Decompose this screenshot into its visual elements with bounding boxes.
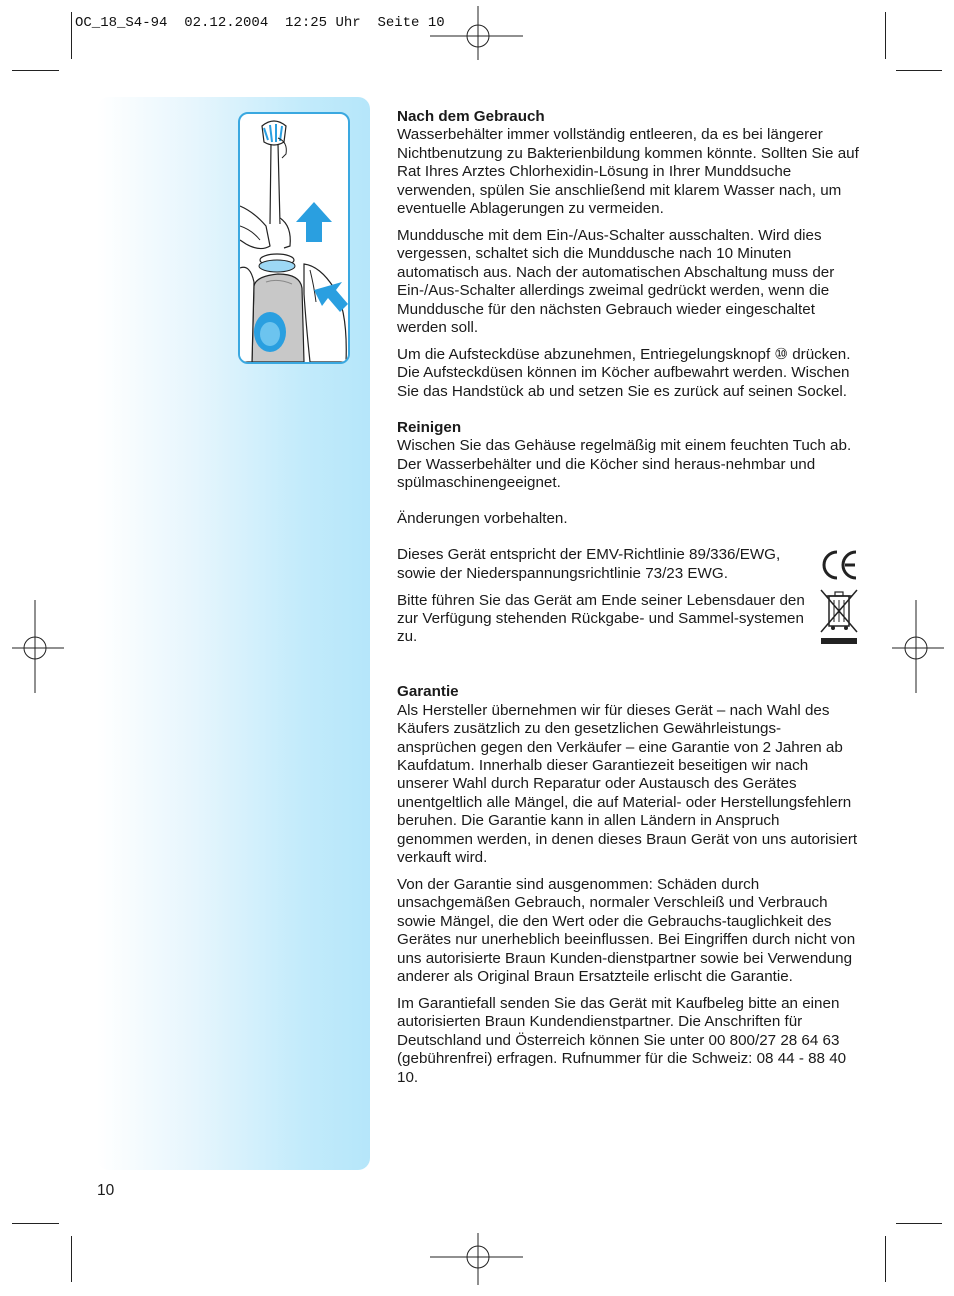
spacer — [397, 410, 859, 419]
spacer — [397, 655, 859, 683]
paragraph: Von der Garantie sind ausgenommen: Schäden durch unsachgemäßen Gebrauch, normaler Verschleiß und Verbrauch sowie Mängel, die den Wert oder die Gebrauchs-tauglichkeit des Gerätes nur unerheblich beeinflussen. Bei Eingriffen durch nicht von uns autorisierte Braun Kunden-dienstpartner sowie bei Verwendung anderer als Original Braun Ersatzteile erlischt die Garantie. — [397, 875, 856, 985]
crop-mark — [12, 1223, 59, 1224]
main-content — [397, 108, 859, 1096]
toothbrush-illustration — [240, 114, 348, 362]
section-garantie — [397, 683, 859, 1087]
spacer — [397, 537, 859, 546]
crop-mark — [885, 12, 886, 59]
registration-mark-icon — [888, 600, 948, 696]
paragraph: Dieses Gerät entspricht der EMV-Richtlinie 89/336/EWG, sowie der Niederspannungsrichtlinie 73/23 EWG. — [397, 546, 781, 582]
paragraph: Munddusche mit dem Ein-/Aus-Schalter ausschalten. Wird dies vergessen, schaltet sich die Munddusche nach 10 Minuten automatisch aus. Nach der automatischen Abschaltung muss der Ein-/Aus-Schalter allerdings zweimal gedrückt werden, wenn die Munddusche für den nächsten Gebrauch wieder eingeschaltet werden soll. — [397, 227, 835, 337]
crop-mark — [71, 1236, 72, 1282]
spacer — [397, 501, 859, 510]
page-number: 10 — [97, 1182, 115, 1199]
paragraph: Bitte führen Sie das Gerät am Ende seiner Lebensdauer den zur Verfügung stehenden Rückgabe- und Sammel-systemen zu. — [397, 591, 805, 646]
registration-mark-icon — [430, 0, 526, 60]
registration-mark-icon — [8, 600, 68, 696]
paragraph: Wischen Sie das Gehäuse regelmäßig mit einem feuchten Tuch ab. Der Wasserbehälter und die Köcher sind heraus-nehmbar und spülmaschinengeeignet. — [397, 437, 852, 492]
section-reinigen — [397, 419, 859, 647]
figure-frame — [238, 112, 350, 364]
paragraph: Wasserbehälter immer vollständig entleeren, da es bei längerer Nichtbenutzung zu Bakterienbildung kommen könnte. Sollten Sie auf Rat Ihres Arztes Chlorhexidin-Lösung in Ihrer Munddsuche verwenden, spülen Sie anschließend mit klarem Wasser nach, um eventuelle Ablagerungen zu vermeiden. — [397, 126, 859, 218]
section-heading: Nach dem Gebrauch — [397, 108, 545, 125]
section-nach-dem-gebrauch — [397, 108, 859, 401]
crop-mark — [896, 70, 942, 71]
paragraph: Als Hersteller übernehmen wir für dieses Gerät – nach Wahl des Käufers zusätzlich zu den gesetzlichen Gewährleistungs-ansprüchen gegen den Verkäufer – eine Garantie von 2 Jahren ab Kaufdatum. Innerhalb dieser Garantiezeit beseitigen wir nach unserer Wahl durch Reparatur oder Austausch des Gerätes unentgeltlich alle Mängel, die auf Material- oder Herstellungsfehlern beruhen. Die Garantie kann in allen Ländern in Anspruch genommen werden, in denen dieses Braun Gerät von uns autorisiert verkauft wird. — [397, 701, 858, 866]
ce-mark-icon — [821, 548, 859, 582]
section-heading: Garantie — [397, 683, 459, 701]
registration-mark-icon — [430, 1230, 526, 1290]
crossed-out-bin-icon — [819, 586, 859, 646]
section-heading: Reinigen — [397, 418, 462, 436]
ce-row — [397, 546, 859, 583]
crop-mark — [885, 1236, 886, 1282]
paragraph: Um die Aufsteckdüse abzunehmen, Entriegelungsknopf ⑩ drücken. Die Aufsteckdüsen können im Köcher aufbewahrt werden. Wischen Sie das Handstück ab und setzen Sie es zurück auf seinen Sockel. — [397, 346, 851, 400]
paragraph: Änderungen vorbehalten. — [397, 510, 568, 528]
crop-mark — [896, 1223, 942, 1224]
crop-mark — [71, 12, 72, 59]
crop-mark — [12, 70, 59, 71]
paragraph: Im Garantiefall senden Sie das Gerät mit Kaufbeleg bitte an einen autorisierten Braun Kundendienstpartner. Die Anschriften für Deutschland und Österreich können Sie unter 00 800/27 28 64 63 (gebührenfrei) erfragen. Rufnummer für die Schweiz: 08 44 - 88 40 10. — [397, 995, 847, 1086]
print-header-line: OC_18_S4-94 02.12.2004 12:25 Uhr Seite 10 — [75, 15, 445, 31]
disposal-row — [397, 592, 859, 647]
